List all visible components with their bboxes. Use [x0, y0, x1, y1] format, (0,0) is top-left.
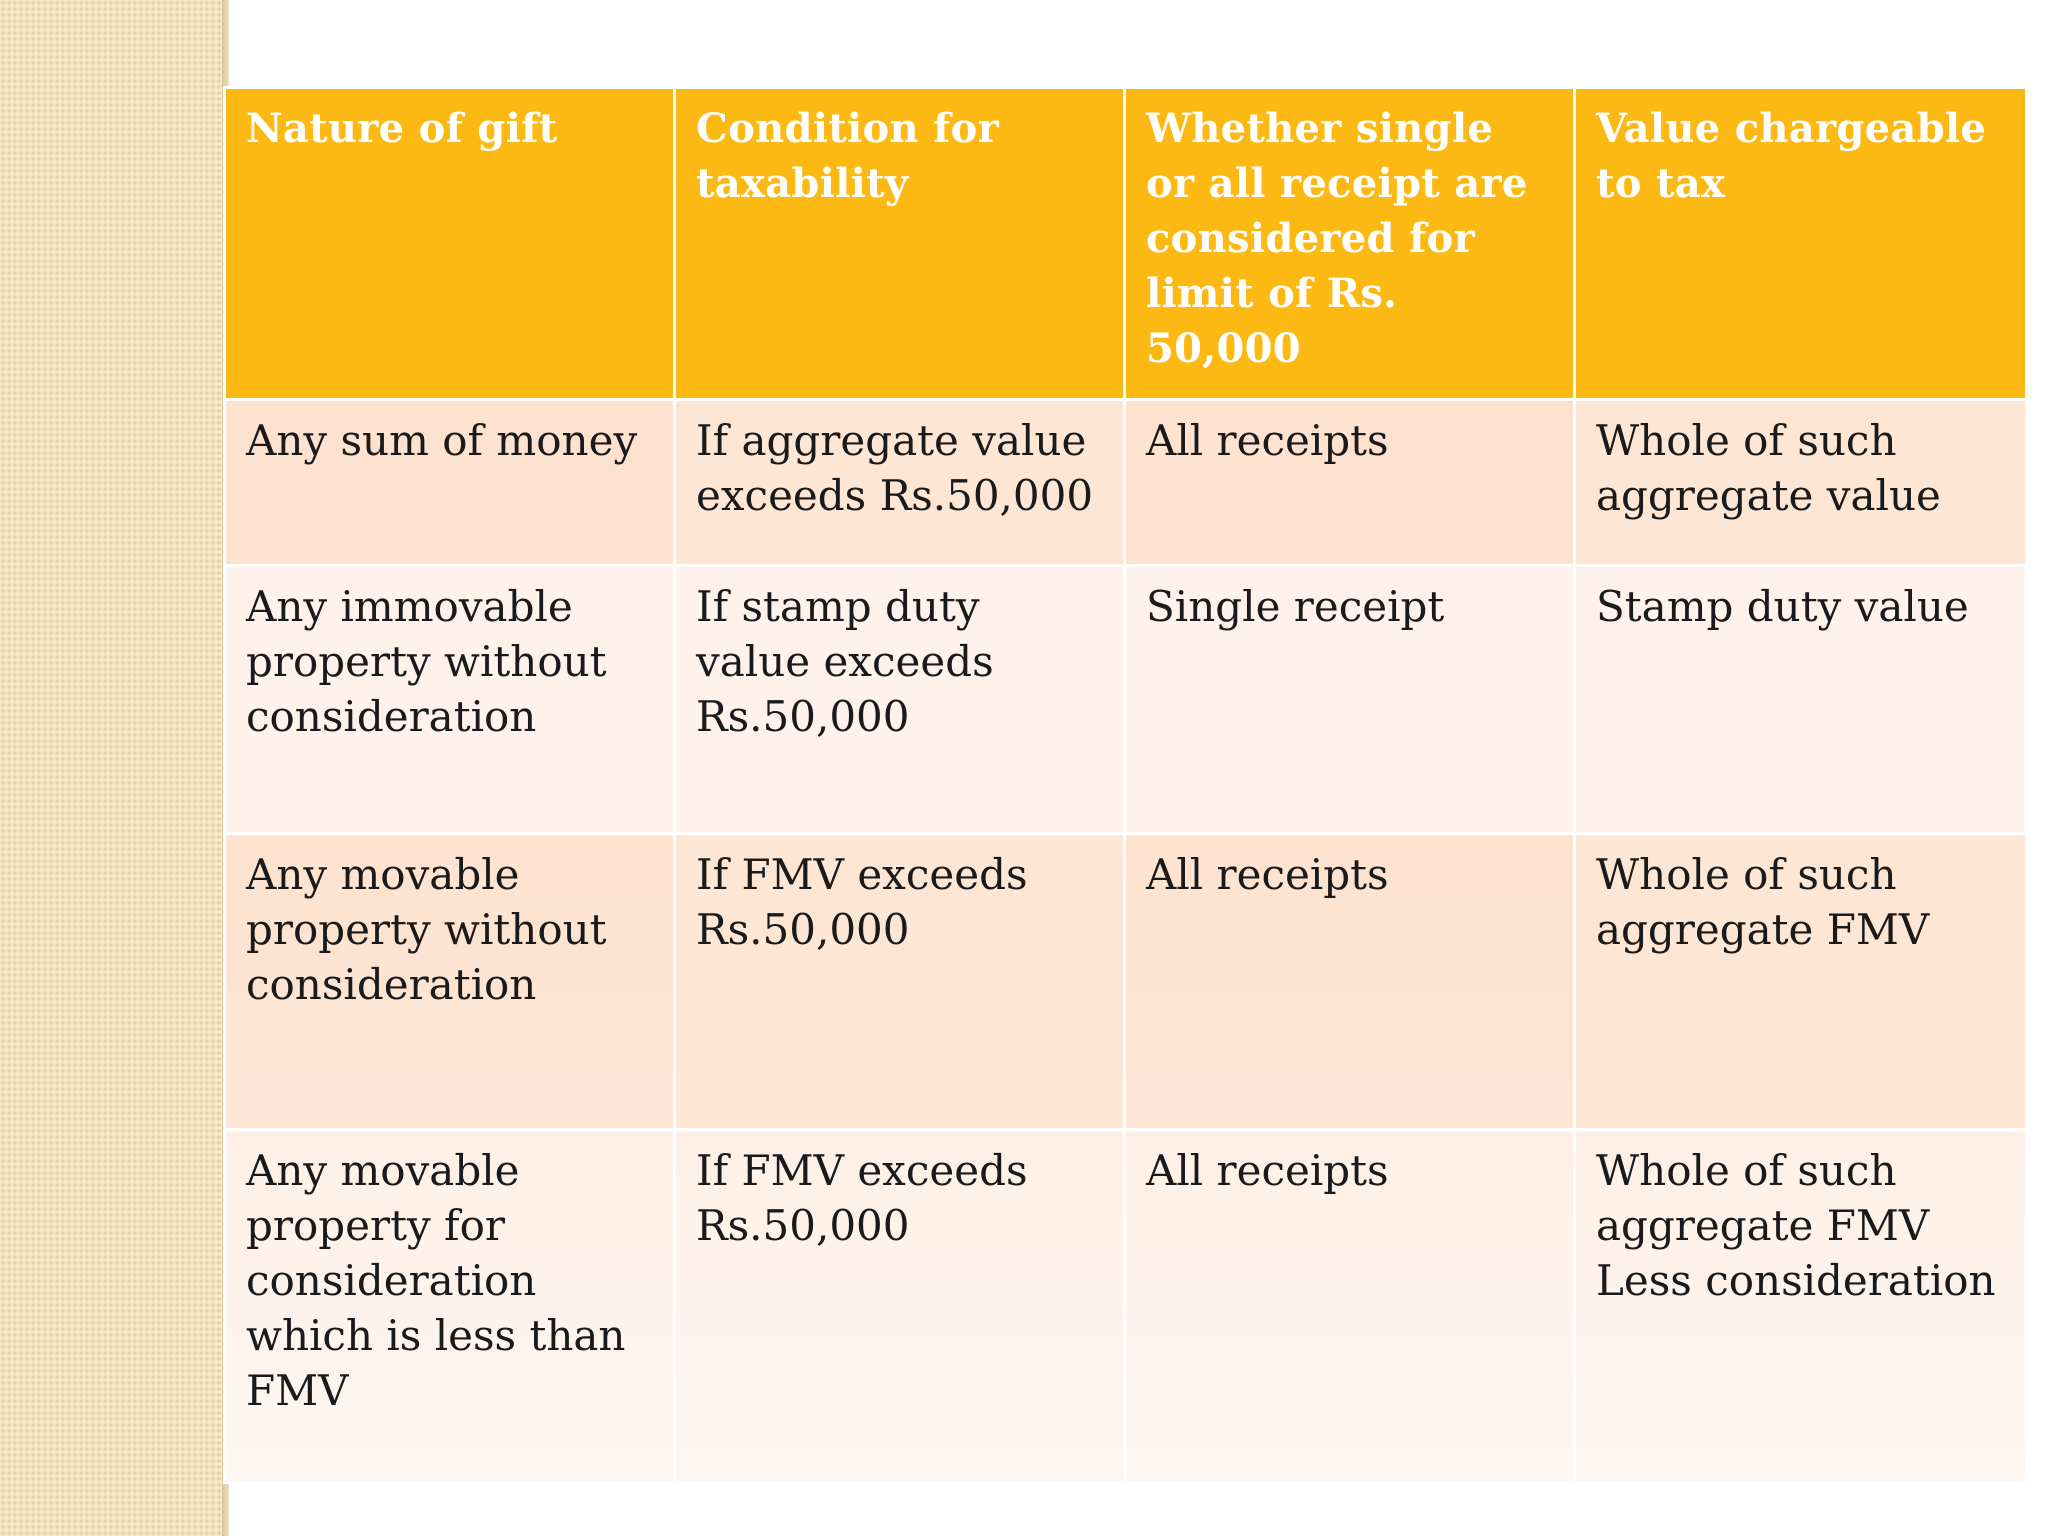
cell-nature-of-gift: Any immovable property without consideration [225, 566, 675, 834]
cell-condition: If aggregate value exceeds Rs.50,000 [675, 400, 1125, 566]
table-header [225, 88, 2027, 400]
table-row [225, 566, 2027, 834]
cell-value-chargeable: Whole of such aggregate FMV Less consideration [1575, 1130, 2027, 1483]
cell-nature-of-gift: Any movable property for consideration which is less than FMV [225, 1130, 675, 1483]
cell-condition: If stamp duty value exceeds Rs.50,000 [675, 566, 1125, 834]
header-condition-for-taxability: Condition for taxability [675, 88, 1125, 400]
gift-taxability-table [223, 86, 2028, 1484]
cell-value-chargeable: Stamp duty value [1575, 566, 2027, 834]
cell-condition: If FMV exceeds Rs.50,000 [675, 834, 1125, 1130]
cell-value-chargeable: Whole of such aggregate value [1575, 400, 2027, 566]
header-value-chargeable: Value chargeable to tax [1575, 88, 2027, 400]
gift-tax-table-container [223, 86, 2025, 1484]
header-single-or-all-receipts: Whether single or all receipt are considered for limit of Rs. 50,000 [1125, 88, 1575, 400]
cell-receipts: All receipts [1125, 834, 1575, 1130]
cell-nature-of-gift: Any sum of money [225, 400, 675, 566]
cell-nature-of-gift: Any movable property without consideration [225, 834, 675, 1130]
header-nature-of-gift: Nature of gift [225, 88, 675, 400]
cell-condition: If FMV exceeds Rs.50,000 [675, 1130, 1125, 1483]
header-row [225, 88, 2027, 400]
decorative-side-strip [0, 0, 222, 1536]
table-row [225, 834, 2027, 1130]
table-body [225, 400, 2027, 1483]
cell-value-chargeable: Whole of such aggregate FMV [1575, 834, 2027, 1130]
table-row [225, 400, 2027, 566]
cell-receipts: All receipts [1125, 400, 1575, 566]
cell-receipts: All receipts [1125, 1130, 1575, 1483]
table-row [225, 1130, 2027, 1483]
cell-receipts: Single receipt [1125, 566, 1575, 834]
